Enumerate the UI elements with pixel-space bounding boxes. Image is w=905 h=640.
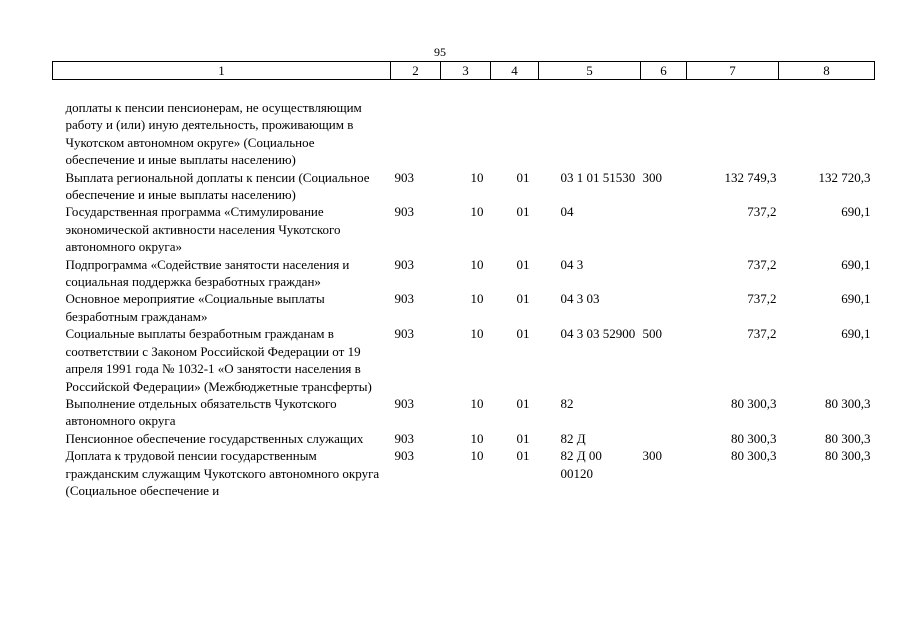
header-col-7: 7 (687, 62, 779, 80)
row-expense-type: 300 (642, 448, 662, 464)
row-expense-type (641, 430, 687, 447)
row-section (441, 80, 491, 169)
row-code: 903 (394, 169, 414, 185)
row-amount-1: 132 749,3 (724, 169, 777, 185)
row-subsection: 01 (516, 448, 530, 464)
row-code: 903 (394, 256, 414, 272)
row-subsection: 01 (516, 395, 530, 411)
row-target: 03 1 01 51530 (560, 169, 636, 185)
row-target: 82 Д (560, 430, 586, 446)
row-section: 10 (470, 448, 484, 464)
table-row (53, 325, 875, 395)
row-code: 903 (394, 448, 414, 464)
table-body (53, 80, 875, 500)
budget-table (52, 61, 875, 499)
row-name: Пенсионное обеспечение государственных служащих (65, 430, 364, 446)
row-amount-2: 80 300,3 (825, 430, 871, 446)
row-code (391, 80, 441, 169)
row-name: Социальные выплаты безработным гражданам в соответствии с Законом Российской Федерации от 19 апреля 1991 года № 1032-1 «О занятости населения в Российской Федерации» (Межбюджетные трансферты) (65, 326, 372, 394)
row-code: 903 (394, 395, 414, 411)
row-target: 04 3 03 (560, 291, 600, 307)
header-col-4: 4 (491, 62, 539, 80)
header-col-8: 8 (779, 62, 875, 80)
row-subsection (491, 80, 539, 169)
table-header (53, 62, 875, 80)
row-target: 04 (560, 204, 574, 220)
row-section: 10 (470, 169, 484, 185)
row-expense-type: 300 (642, 169, 662, 185)
row-amount-2: 690,1 (841, 256, 871, 272)
table-row (53, 447, 875, 499)
row-code: 903 (394, 326, 414, 342)
row-subsection: 01 (516, 291, 530, 307)
header-row (53, 62, 875, 80)
row-amount-2: 80 300,3 (825, 395, 871, 411)
row-subsection: 01 (516, 326, 530, 342)
row-amount-2: 132 720,3 (818, 169, 871, 185)
header-col-5: 5 (539, 62, 641, 80)
row-target: 04 3 03 52900 (560, 326, 636, 342)
row-expense-type: 500 (642, 326, 662, 342)
row-expense-type (641, 290, 687, 325)
header-col-1: 1 (53, 62, 391, 80)
row-name: Выполнение отдельных обязательств Чукотского автономного округа (65, 395, 337, 429)
row-expense-type (641, 203, 687, 255)
row-target: 82 (560, 395, 574, 411)
row-section: 10 (470, 395, 484, 411)
row-amount-1: 80 300,3 (731, 395, 777, 411)
row-amount-1: 737,2 (747, 256, 777, 272)
row-subsection: 01 (516, 256, 530, 272)
table-row (53, 395, 875, 430)
row-amount-2: 80 300,3 (825, 448, 871, 464)
row-section: 10 (470, 430, 484, 446)
row-amount-2 (779, 80, 875, 169)
table-row (53, 80, 875, 169)
row-section: 10 (470, 204, 484, 220)
row-code: 903 (394, 291, 414, 307)
row-name: доплаты к пенсии пенсионерам, не осуществляющим работу и (или) иную деятельность, проживающим в Чукотском автономном округе» (Социальное обеспечение и иные выплаты населению) (65, 100, 362, 168)
header-col-6: 6 (641, 62, 687, 80)
row-amount-1: 737,2 (747, 291, 777, 307)
table-row (53, 169, 875, 204)
row-name: Подпрограмма «Содействие занятости населения и социальная поддержка безработных граждан» (65, 256, 350, 290)
page-number: 95 (434, 45, 446, 59)
row-amount-1: 80 300,3 (731, 448, 777, 464)
table-row (53, 430, 875, 447)
row-amount-1: 80 300,3 (731, 430, 777, 446)
row-expense-type (641, 256, 687, 291)
row-amount-2: 690,1 (841, 291, 871, 307)
table-row (53, 256, 875, 291)
row-code: 903 (394, 204, 414, 220)
row-name: Основное мероприятие «Социальные выплаты безработным гражданам» (65, 291, 325, 324)
row-amount-2: 690,1 (841, 204, 871, 220)
table-row (53, 290, 875, 325)
header-col-2: 2 (391, 62, 441, 80)
row-target: 82 Д 00 00120 (560, 448, 602, 481)
row-subsection: 01 (516, 169, 530, 185)
row-expense-type (641, 395, 687, 430)
row-section: 10 (470, 291, 484, 307)
row-name: Доплата к трудовой пенсии государственным гражданским служащим Чукотского автономного округа (Социальное обеспечение и (65, 448, 380, 498)
row-amount-1: 737,2 (747, 204, 777, 220)
row-expense-type (641, 80, 687, 169)
row-name: Государственная программа «Стимулирование экономической активности населения Чукотского автономного округа» (65, 204, 341, 255)
table-row (53, 203, 875, 255)
row-code: 903 (394, 430, 414, 446)
row-amount-1 (687, 80, 779, 169)
row-target (539, 80, 641, 169)
header-col-3: 3 (441, 62, 491, 80)
row-subsection: 01 (516, 204, 530, 220)
row-name: Выплата региональной доплаты к пенсии (Социальное обеспечение и иные выплаты населению) (65, 169, 370, 203)
row-amount-2: 690,1 (841, 326, 871, 342)
row-amount-1: 737,2 (747, 326, 777, 342)
row-section: 10 (470, 326, 484, 342)
row-subsection: 01 (516, 430, 530, 446)
row-target: 04 3 (560, 256, 584, 272)
row-section: 10 (470, 256, 484, 272)
